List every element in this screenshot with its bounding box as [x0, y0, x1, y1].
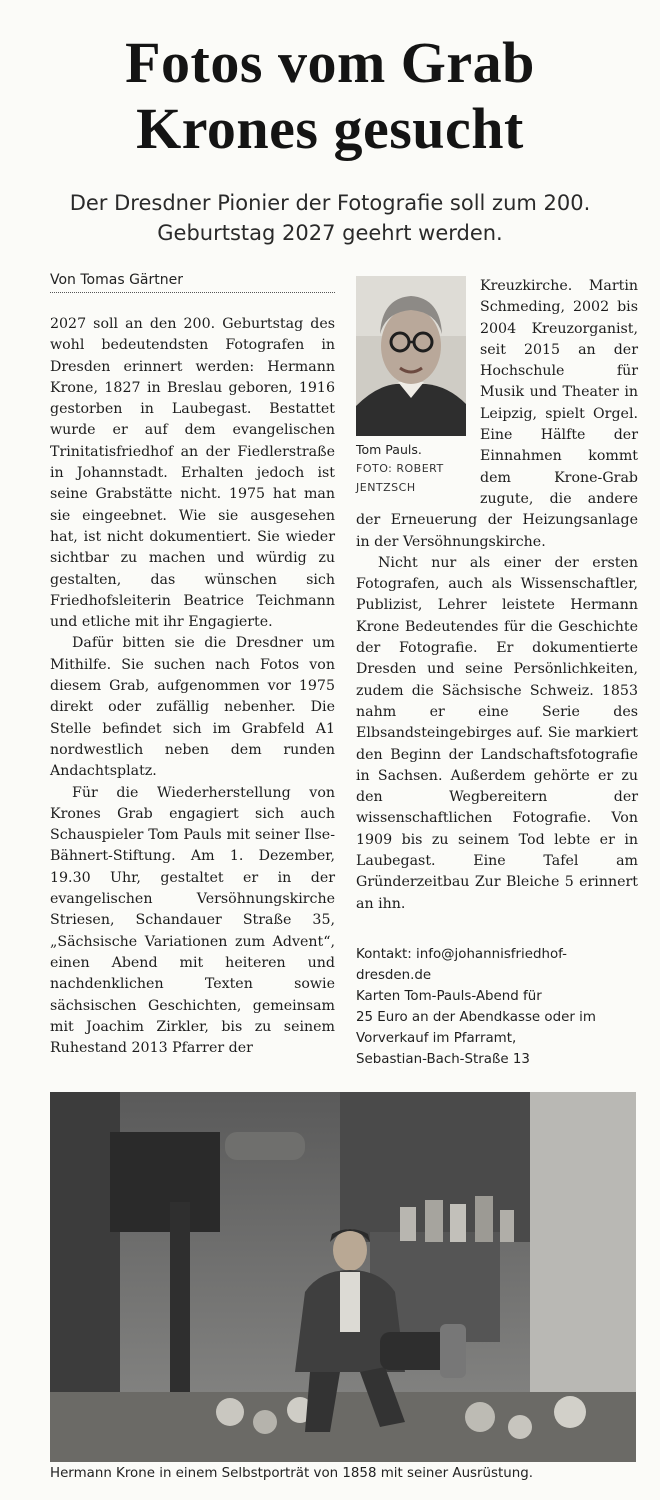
- subheadline: [30, 188, 630, 248]
- headline-line-1: Fotos vom Grab: [125, 30, 535, 95]
- contact-line: Vorverkauf im Pfarramt,: [356, 1031, 517, 1046]
- contact-line: dresden.de: [356, 968, 432, 983]
- paragraph: Für die Wiederherstellung von Krones Grab engagiert sich auch Schauspieler Tom Pauls mit seiner Ilse-Bähnert-Stiftung. Am 1. Dezember, 19.30 Uhr, gestaltet er in der evangelischen Versöhnungskirche Striesen, Schandauer Straße 35, „Sächsische Variationen zum Advent“, einen Abend mit heiteren und nachdenklichen Texten sowie sächsischen Geschichten, gemeinsam mit Joachim Zirkler, bis zu seinem Ruhestand 2013 Pfarrer der: [50, 784, 335, 1057]
- portrait-photo: [356, 276, 466, 436]
- contact-line: Kontakt: info@johannisfriedhof-: [356, 947, 567, 962]
- contact-info: [356, 944, 638, 1070]
- subhead-line-2: Geburtstag 2027 geehrt werden.: [157, 221, 503, 245]
- paragraph: Kreuzkirche. Martin Schmeding, 2002 bis 2004 Kreuzorganist, seit 2015 an der Hochschule für Musik und Theater in Leipzig, spielt Orgel. Eine Hälfte der Einnahmen kommt dem Krone-Grab zugute, die andere der Erneuerung der Heizungsanlage in der Versöhnungskirche.: [356, 278, 638, 550]
- portrait-credit-line-1: FOTO: ROBERT: [356, 462, 444, 475]
- photo-caption: Hermann Krone in einem Selbstporträt von 1858 mit seiner Ausrüstung.: [50, 1466, 533, 1481]
- article-column-2: [356, 276, 638, 915]
- paragraph: Nicht nur als einer der ersten Fotografen, auch als Wissenschaftler, Publizist, Lehrer leistete Hermann Krone Bedeutendes für die Geschichte der Fotografie. Er dokumentierte Dresden und seine Persönlichkeiten, zudem die Sächsische Schweiz. 1853 nahm er eine Serie des Elbsandsteingebirges auf. Sie markiert den Beginn der Landschaftsfotografie in Sachsen. Außerdem gehörte er zu den Wegbereitern der wissenschaftlichen Fotografie. Von 1909 bis zu seinem Tod lebte er in Laubegast. Eine Tafel am Gründerzeitbau Zur Bleiche 5 erinnert an ihn.: [356, 554, 638, 912]
- portrait-figure: [356, 276, 470, 497]
- headline-line-2: Krones gesucht: [136, 96, 524, 161]
- portrait-caption: Tom Pauls.: [356, 442, 422, 457]
- contact-line: Karten Tom-Pauls-Abend für: [356, 989, 542, 1004]
- paragraph: Dafür bitten sie die Dresdner um Mithilfe. Sie suchen nach Fotos von diesem Grab, aufgenommen vor 1975 direkt oder zufällig nebenher. Die Stelle befindet sich im Grabfeld A1 nordwestlich neben dem runden Andachtsplatz.: [50, 635, 335, 780]
- article-column-1: [50, 314, 335, 1059]
- portrait-credit: [356, 459, 470, 497]
- subhead-line-1: Der Dresdner Pionier der Fotografie soll zum 200.: [69, 191, 591, 215]
- historic-self-portrait-photo: [50, 1092, 636, 1462]
- byline: Von Tomas Gärtner: [50, 272, 335, 293]
- headline: [0, 30, 660, 162]
- contact-line: Sebastian-Bach-Straße 13: [356, 1052, 530, 1067]
- contact-line: 25 Euro an der Abendkasse oder im: [356, 1010, 596, 1025]
- portrait-credit-line-2: JENTZSCH: [356, 481, 416, 494]
- paragraph: 2027 soll an den 200. Geburtstag des wohl bedeutendsten Fotografen in Dresden erinnert werden: Hermann Krone, 1827 in Breslau geboren, 1916 gestorben in Laubegast. Bestattet wurde er auf dem evangelischen Trinitatisfriedhof an der Fiedlerstraße in Johannstadt. Erhalten jedoch ist seine Grabstätte nicht. 1975 hat man sie eingeebnet. Wie sie ausgesehen hat, ist nicht dokumentiert. Sie wieder sichtbar zu machen und würdig zu gestalten, das wünschen sich Friedhofsleiterin Beatrice Teichmann und etliche mit ihr Engagierte.: [50, 316, 335, 631]
